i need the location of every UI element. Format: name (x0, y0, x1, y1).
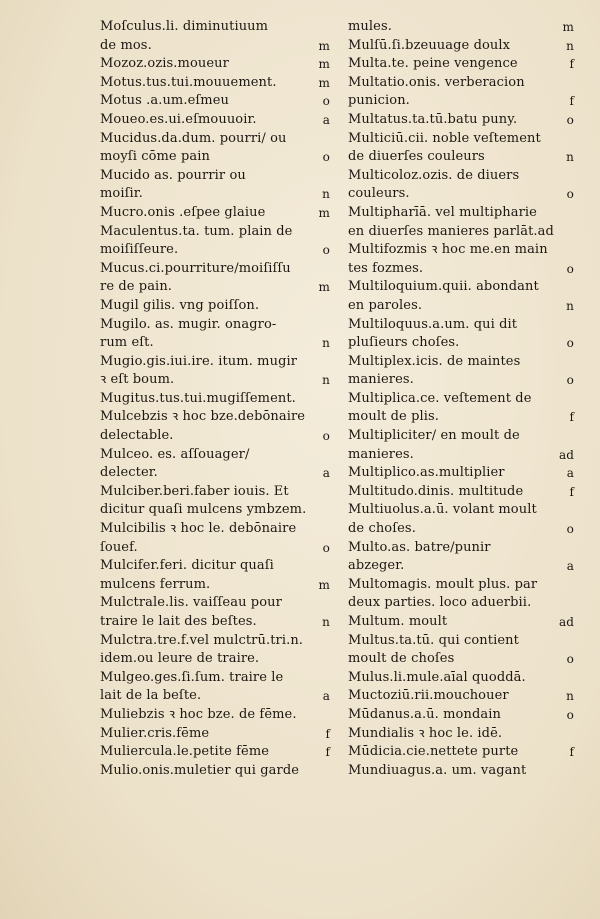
gender-mark: n (322, 373, 330, 388)
gender-mark: m (562, 20, 574, 34)
right-column-line (348, 390, 576, 409)
entry-text: Mugilo. as. mugir. onagro- (100, 316, 277, 332)
gender-mark: o (322, 429, 330, 444)
right-column-line (348, 539, 576, 558)
gender-mark: o (566, 187, 574, 202)
left-column-line (100, 167, 332, 186)
left-column-line (100, 762, 332, 781)
gender-mark: o (322, 243, 330, 258)
entry-text: re de pain. (100, 279, 173, 295)
entry-text: ꝛ eſt boum. (100, 372, 175, 388)
gender-mark: o (566, 336, 574, 351)
gender-mark: n (566, 689, 574, 704)
right-column-line (348, 613, 576, 632)
gender-mark: m (318, 57, 330, 72)
entry-text: Multiplex.icis. de maintes (348, 353, 521, 369)
right-column-line (348, 687, 576, 706)
left-column-line (100, 55, 332, 74)
right-column-line (348, 55, 576, 74)
entry-text: Multipliciter/ en moult de (348, 428, 520, 444)
entry-text: Multifozmis ꝛ hoc me.en main (348, 242, 548, 258)
left-column-line (100, 130, 332, 149)
gender-mark: m (318, 280, 330, 295)
entry-text: Mulus.li.mule.aīal quoddā. (348, 669, 526, 685)
left-column-line (100, 501, 332, 520)
gender-mark: f (569, 484, 574, 499)
left-column-line (100, 18, 332, 37)
entry-text: moult de choſes (348, 651, 455, 667)
right-column-line (348, 92, 576, 111)
left-column-line (100, 204, 332, 223)
entry-text: Mūdicia.cie.nettete purte (348, 744, 519, 760)
gender-mark: o (566, 522, 574, 537)
entry-text: Mulſū.ſi.bzeuuage doulx (348, 37, 511, 53)
right-column-line (348, 706, 576, 725)
left-column-line (100, 148, 332, 167)
gender-mark: a (566, 466, 574, 481)
gender-mark: n (322, 187, 330, 202)
entry-text: Mugitus.tus.tui.mugiſſement. (100, 390, 296, 406)
entry-text: traire le lait des beſtes. (100, 614, 257, 629)
right-column-line (348, 427, 576, 446)
left-column-line (100, 316, 332, 335)
right-column-line (348, 204, 576, 223)
entry-text: dicitur quaſi mulcens ymbzem. (100, 502, 307, 518)
right-column-line (348, 334, 576, 353)
gender-mark: m (318, 38, 330, 53)
left-column-line (100, 743, 332, 762)
entry-text: mulcens ferrum. (100, 576, 211, 592)
gender-mark: a (322, 466, 330, 481)
right-column-line (348, 650, 576, 669)
right-column-line (348, 167, 576, 186)
left-column-line (100, 223, 332, 242)
gender-mark: f (569, 745, 574, 760)
left-column-line (100, 632, 332, 651)
entry-text: en paroles. (348, 297, 423, 313)
right-column-line (348, 743, 576, 762)
gender-mark: m (318, 577, 330, 592)
left-column-line (100, 390, 332, 409)
entry-text: punicion. (348, 93, 410, 109)
right-column-line (348, 576, 576, 595)
entry-text: Mucido as. pourrir ou (100, 167, 246, 183)
right-column-line (348, 669, 576, 688)
gender-mark: f (325, 745, 330, 760)
entry-text: moiſiſſeure. (100, 242, 179, 258)
entry-text: pluſieurs choſes. (348, 335, 460, 351)
gender-mark: o (322, 94, 330, 109)
entry-text: rum eſt. (100, 335, 154, 351)
gender-mark: ad (558, 615, 574, 629)
gender-mark: m (318, 75, 330, 90)
left-column-line (100, 594, 332, 613)
left-column-line (100, 260, 332, 279)
entry-text: Mulctrale.lis. vaiſſeau pour (100, 595, 282, 611)
entry-text: Muliebzis ꝛ hoc bze. de fēme. (100, 706, 297, 722)
gender-mark: a (322, 689, 330, 704)
right-column-line (348, 241, 576, 260)
entry-text: Mugio.gis.iui.ire. itum. mugir (100, 353, 298, 369)
left-column-line (100, 725, 332, 744)
entry-text: Multiciū.cii. noble veſtement (348, 130, 541, 146)
gender-mark: f (569, 57, 574, 72)
right-column-line (348, 223, 576, 242)
entry-text: Mundialis ꝛ hoc le. idē. (348, 725, 503, 741)
entry-text: Mulceo. es. aſſouager/ (100, 446, 250, 462)
gender-mark: o (322, 540, 330, 555)
entry-text: en diuerſes manieres parlāt.ad (348, 223, 554, 239)
right-column-line (348, 501, 576, 520)
gender-mark: n (566, 298, 574, 313)
entry-text: Multipharīā. vel multipharie (348, 204, 537, 220)
entry-text: Mundiuagus.a. um. vagant (348, 762, 527, 778)
entry-text: tes fozmes. (348, 260, 424, 276)
right-column-line (348, 632, 576, 651)
entry-text: lait de la beſte. (100, 688, 202, 704)
right-column-line (348, 594, 576, 613)
entry-text: Mucus.ci.pourriture/moiſiſſu (100, 260, 291, 276)
entry-text: Multo.as. batre/punir (348, 539, 491, 555)
gender-mark: o (566, 373, 574, 388)
entry-text: Multum. moult (348, 614, 448, 629)
left-column-line (100, 111, 332, 130)
right-column-line (348, 297, 576, 316)
entry-text: Muliercula.le.petite fēme (100, 744, 270, 760)
right-column-line (348, 185, 576, 204)
left-column-line (100, 353, 332, 372)
right-column-line (348, 278, 576, 297)
left-column-line (100, 241, 332, 260)
left-column-line (100, 297, 332, 316)
entry-text: Mulcebzis ꝛ hoc bze.debōnaire (100, 409, 306, 425)
entry-text: Multitudo.dinis. multitude (348, 483, 524, 499)
left-column-line (100, 427, 332, 446)
entry-text: Mulctra.tre.f.vel mulctrū.tri.n. (100, 632, 304, 648)
gender-mark: f (569, 410, 574, 425)
entry-text: idem.ou leure de traire. (100, 651, 260, 667)
entry-text: Muctoziū.rii.mouchouer (348, 688, 509, 704)
entry-text: Multicoloz.ozis. de diuers (348, 167, 520, 183)
entry-text: Mugil gilis. vng poiſſon. (100, 297, 260, 313)
left-column-line (100, 520, 332, 539)
entry-text: ſouef. (100, 539, 138, 555)
entry-text: Multiplica.ce. veſtement de (348, 390, 532, 406)
right-column-line (348, 520, 576, 539)
gender-mark: o (566, 261, 574, 276)
left-column (100, 18, 332, 780)
right-column-line (348, 446, 576, 465)
entry-text: moyſi cōme pain (100, 149, 210, 165)
entry-text: delecter. (100, 465, 158, 481)
entry-text: Mulcibilis ꝛ hoc le. debōnaire (100, 521, 297, 537)
entry-text: Mūdanus.a.ū. mondain (348, 706, 501, 722)
entry-text: Mucro.onis .eſpee glaiue (100, 204, 266, 220)
gender-mark: ad (558, 447, 574, 462)
entry-text: Multus.ta.tū. qui contient (348, 632, 519, 648)
right-column-line (348, 130, 576, 149)
entry-text: Mucidus.da.dum. pourri/ ou (100, 130, 287, 146)
left-column-line (100, 334, 332, 353)
entry-text: moiſir. (100, 186, 143, 202)
entry-text: Motus.tus.tui.mouuement. (100, 74, 277, 90)
entry-text: Mulio.onis.muletier qui garde (100, 762, 300, 778)
left-column-line (100, 185, 332, 204)
right-column-line (348, 371, 576, 390)
left-column-line (100, 650, 332, 669)
gender-mark: f (325, 726, 330, 741)
entry-text: Mulcifer.feri. dicitur quaſi (100, 558, 274, 574)
entry-text: Maculentus.ta. tum. plain de (100, 223, 293, 239)
right-column-line (348, 148, 576, 167)
gender-mark: f (569, 94, 574, 109)
right-column-line (348, 18, 576, 37)
entry-text: Mulier.cris.fēme (100, 725, 210, 741)
entry-text: Multiloquium.quii. abondant (348, 279, 539, 295)
entry-text: Multa.te. peine vengence (348, 56, 518, 72)
right-column-line (348, 316, 576, 335)
gender-mark: a (322, 112, 330, 127)
entry-text: Multiloquus.a.um. qui dit (348, 316, 518, 332)
left-column-line (100, 557, 332, 576)
entry-text: de diuerſes couleurs (348, 149, 485, 165)
entry-text: Motus .a.um.eſmeu (100, 93, 229, 109)
entry-text: couleurs. (348, 186, 410, 202)
entry-text: deux parties. loco aduerbii. (348, 595, 532, 611)
entry-text: Moſculus.li. diminutiuum (100, 19, 269, 34)
gender-mark: n (566, 38, 574, 53)
gender-mark: n (322, 615, 330, 629)
right-column-line (348, 557, 576, 576)
left-column-line (100, 613, 332, 632)
left-column-line (100, 687, 332, 706)
entry-text: Moueo.es.ui.eſmouuoir. (100, 111, 257, 127)
left-column-line (100, 408, 332, 427)
entry-text: Multiplico.as.multiplier (348, 465, 505, 481)
right-column-line (348, 408, 576, 427)
right-column-line (348, 74, 576, 93)
entry-text: Mozoz.ozis.moueur (100, 56, 229, 72)
entry-text: Multatio.onis. verberacion (348, 74, 525, 90)
left-column-line (100, 669, 332, 688)
entry-text: Mulciber.beri.faber iouis. Et (100, 483, 289, 499)
entry-text: manieres. (348, 446, 414, 462)
gender-mark: m (318, 205, 330, 220)
left-column-line (100, 539, 332, 558)
right-column-line (348, 111, 576, 130)
left-column-line (100, 446, 332, 465)
left-column-line (100, 92, 332, 111)
left-column-line (100, 464, 332, 483)
entry-text: moult de plis. (348, 409, 440, 425)
left-column-line (100, 576, 332, 595)
left-column-line (100, 74, 332, 93)
gender-mark: a (566, 559, 574, 574)
left-column-line (100, 483, 332, 502)
entry-text: abzeger. (348, 558, 405, 574)
gender-mark: n (566, 150, 574, 165)
gender-mark: n (322, 336, 330, 351)
entry-text: manieres. (348, 372, 414, 388)
gender-mark: o (566, 112, 574, 127)
right-column-line (348, 762, 576, 781)
right-column-line (348, 464, 576, 483)
entry-text: Multiuolus.a.ū. volant moult (348, 502, 537, 518)
right-column-line (348, 483, 576, 502)
gender-mark: o (322, 150, 330, 165)
right-column (348, 18, 576, 780)
entry-text: Multomagis. moult plus. par (348, 576, 538, 592)
right-column-line (348, 260, 576, 279)
entry-text: Mulgeo.ges.ſi.ſum. traire le (100, 669, 284, 685)
left-column-line (100, 278, 332, 297)
entry-text: Multatus.ta.tū.batu puny. (348, 111, 518, 127)
left-column-line (100, 371, 332, 390)
right-column-line (348, 37, 576, 56)
right-column-line (348, 353, 576, 372)
entry-text: mules. (348, 19, 392, 34)
entry-text: de mos. (100, 37, 152, 53)
gender-mark: o (566, 652, 574, 667)
left-column-line (100, 706, 332, 725)
entry-text: de choſes. (348, 521, 416, 537)
entry-text: delectable. (100, 428, 174, 444)
right-column-line (348, 725, 576, 744)
left-column-line (100, 37, 332, 56)
gender-mark: o (566, 707, 574, 722)
